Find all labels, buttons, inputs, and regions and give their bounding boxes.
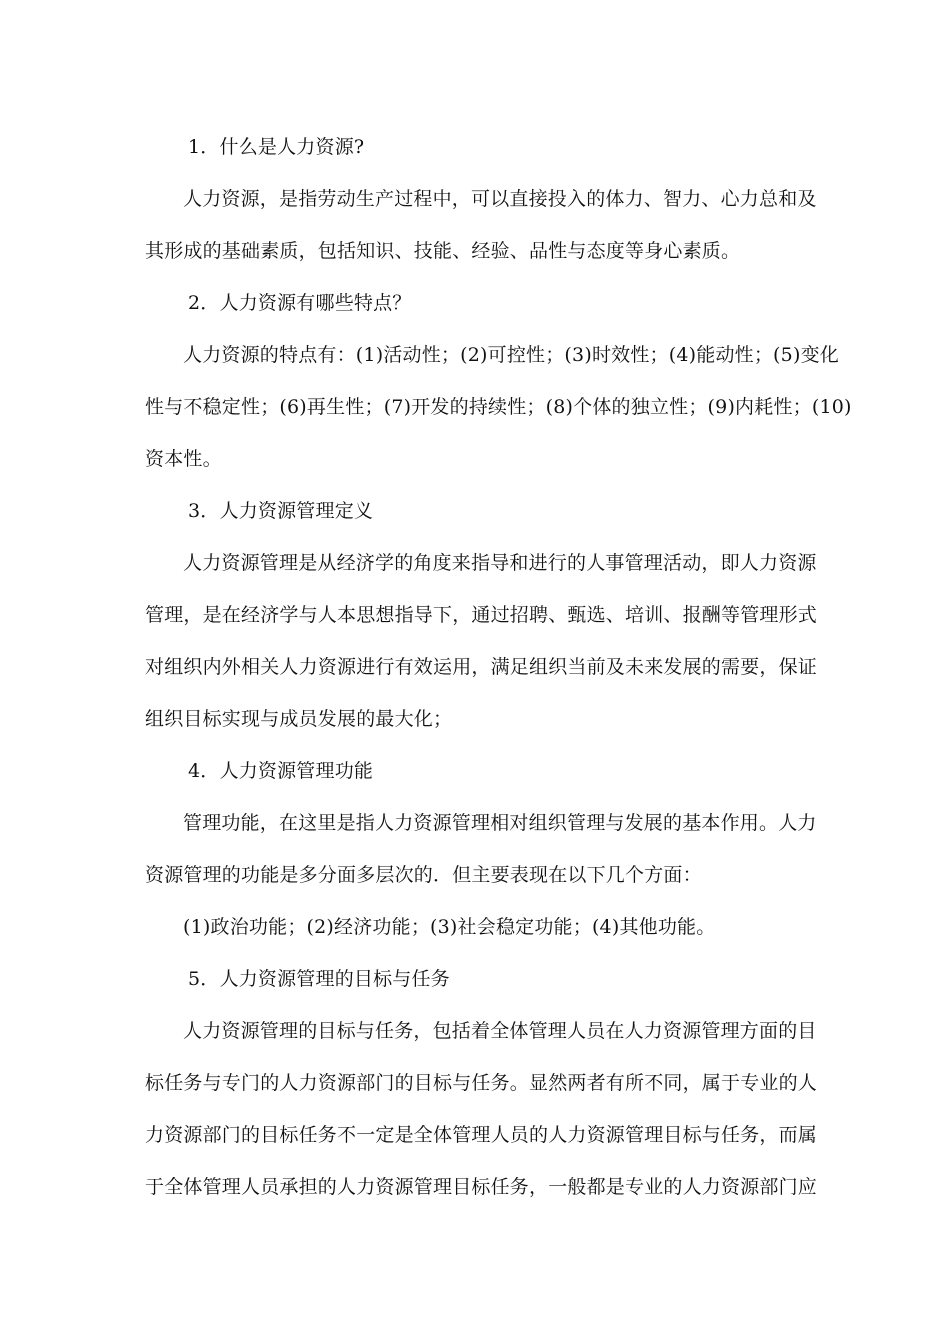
section-4-heading: 4．人力资源管理功能 bbox=[188, 760, 374, 782]
section-5-line-2: 标任务与专门的人力资源部门的目标与任务。显然两者有所不同，属于专业的人 bbox=[145, 1072, 818, 1094]
section-4-line-2: 资源管理的功能是多分面多层次的．但主要表现在以下几个方面： bbox=[145, 864, 702, 886]
section-1-line-1: 人力资源，是指劳动生产过程中，可以直接投入的体力、智力、心力总和及 bbox=[183, 188, 817, 210]
section-2-line-1: 人力资源的特点有：(1)活动性；(2)可控性；(3)时效性；(4)能动性；(5)变化 bbox=[183, 344, 839, 366]
section-2-heading: 2．人力资源有哪些特点？ bbox=[188, 292, 412, 314]
section-3-line-4: 组织目标实现与成员发展的最大化； bbox=[145, 708, 453, 730]
section-3-line-3: 对组织内外相关人力资源进行有效运用，满足组织当前及未来发展的需要，保证 bbox=[145, 656, 818, 678]
section-5-heading: 5．人力资源管理的目标与任务 bbox=[188, 968, 450, 990]
section-3-heading: 3．人力资源管理定义 bbox=[188, 500, 374, 522]
section-1-line-2: 其形成的基础素质，包括知识、技能、经验、品性与态度等身心素质。 bbox=[145, 240, 741, 262]
section-3-line-1: 人力资源管理是从经济学的角度来指导和进行的人事管理活动，即人力资源 bbox=[183, 552, 817, 574]
section-4-function-list: (1)政治功能；(2)经济功能；(3)社会稳定功能；(4)其他功能。 bbox=[183, 916, 716, 938]
section-5-line-3: 力资源部门的目标任务不一定是全体管理人员的人力资源管理目标与任务，而属 bbox=[145, 1124, 818, 1146]
section-2-line-3: 资本性。 bbox=[145, 448, 222, 470]
section-4-line-1: 管理功能，在这里是指人力资源管理相对组织管理与发展的基本作用。人力 bbox=[183, 812, 817, 834]
section-5-line-4: 于全体管理人员承担的人力资源管理目标任务，一般都是专业的人力资源部门应 bbox=[145, 1176, 818, 1198]
section-1-heading: 1．什么是人力资源? bbox=[188, 136, 365, 158]
section-3-line-2: 管理，是在经济学与人本思想指导下，通过招聘、甄选、培训、报酬等管理形式 bbox=[145, 604, 818, 626]
document-page bbox=[145, 129, 852, 1221]
section-5-line-1: 人力资源管理的目标与任务，包括着全体管理人员在人力资源管理方面的目 bbox=[183, 1020, 817, 1042]
section-2-line-2: 性与不稳定性；(6)再生性；(7)开发的持续性；(8)个体的独立性；(9)内耗性；(10) bbox=[145, 396, 852, 418]
